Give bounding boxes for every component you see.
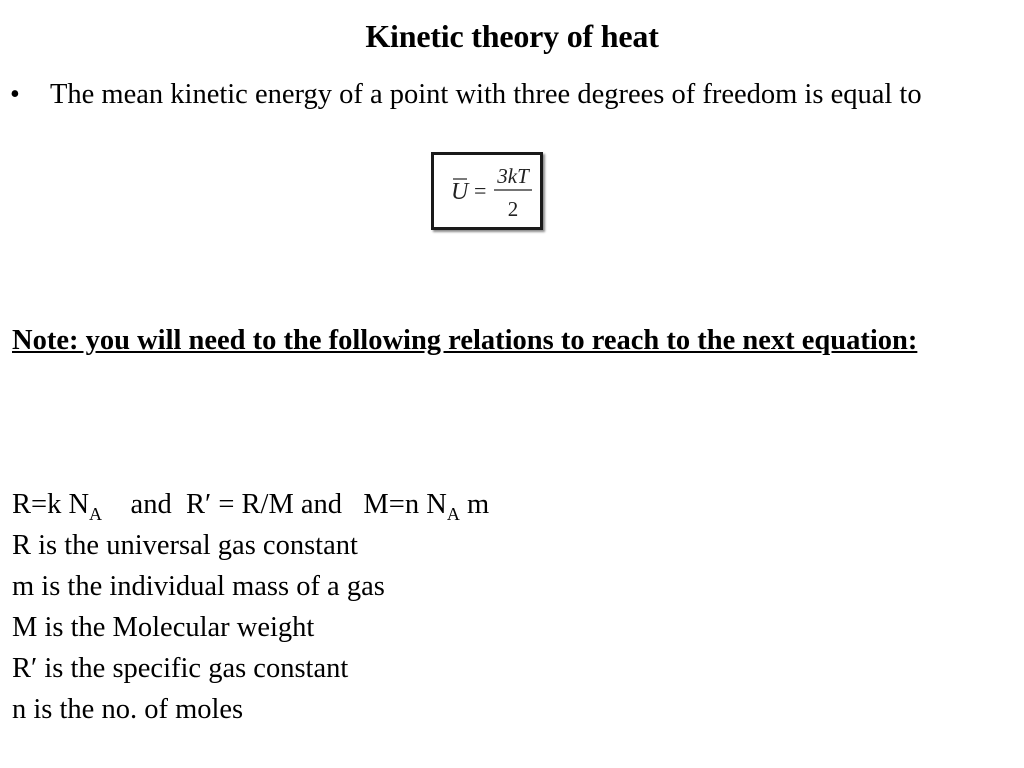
formula-box [431,152,543,230]
definition-line: n is the no. of moles [12,694,244,725]
definition-line: m is the individual mass of a gas [12,571,385,602]
relations-line [12,484,489,525]
slide-title: Kinetic theory of heat [365,18,659,54]
note-text: Note: you will need to the following relations to reach to the next equation: [12,325,918,356]
relation-subscript-1: A [89,504,103,524]
bullet-marker: • [10,79,20,110]
mean-energy-formula [434,155,540,227]
formula-denominator: 2 [507,197,519,221]
relation-part-3: m [459,489,490,520]
formula-numerator: 3kT [497,164,529,188]
definitions-list [12,525,385,730]
relation-part-2: and R′ = R/M and M=n N [102,489,447,520]
definition-line: R′ is the specific gas constant [12,653,349,684]
relation-subscript-2: A [446,504,460,524]
bullet-item [10,74,1014,115]
bullet-text: The mean kinetic energy of a point with three degrees of freedom is equal to [50,79,922,110]
formula-lhs: U [451,179,469,205]
relation-part-1: R=k N [12,489,90,520]
definition-line: M is the Molecular weight [12,612,315,643]
formula-equals: = [474,178,487,203]
definition-line: R is the universal gas constant [12,530,358,561]
